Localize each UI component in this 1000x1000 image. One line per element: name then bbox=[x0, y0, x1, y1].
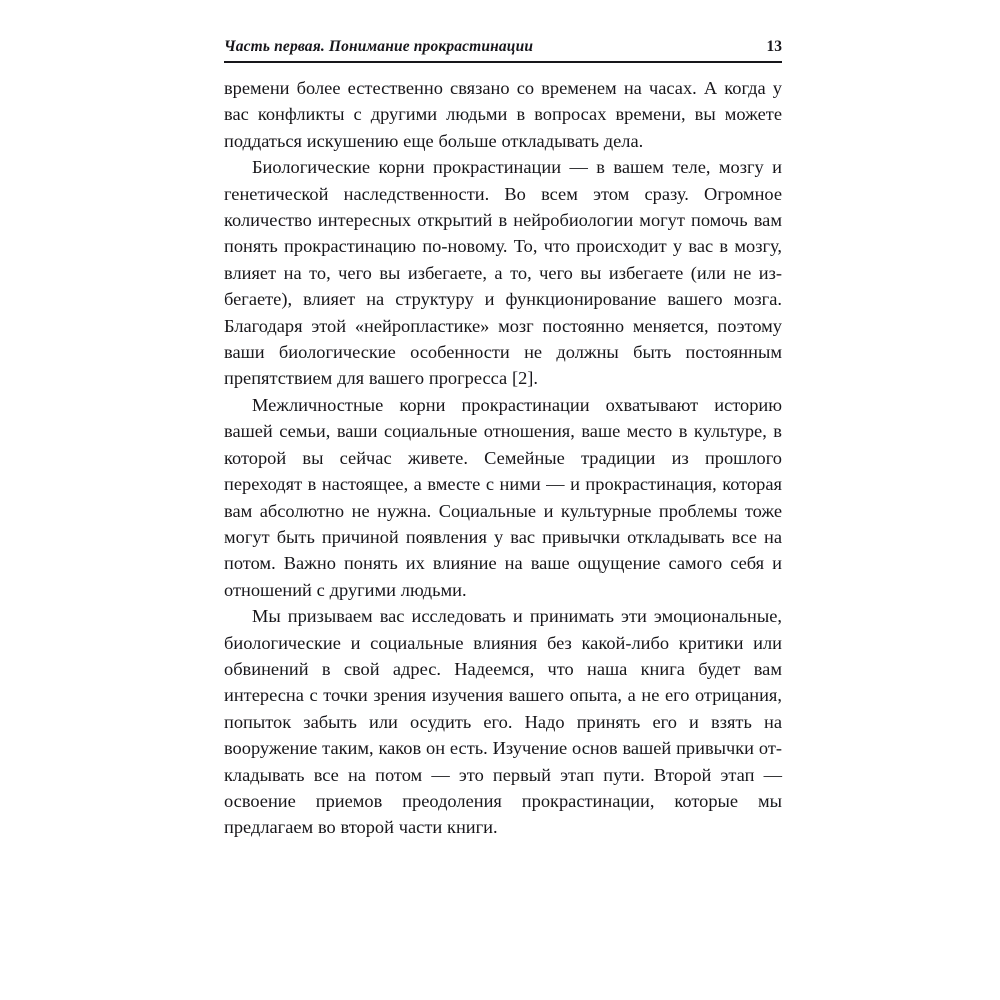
text-column bbox=[224, 38, 782, 841]
paragraph: Мы призываем вас исследовать и принимать эти эмоциональные, биологические и социальные влияния без какой-либо критики или обвинений в свой адрес. Надеемся, что наша книга будет вам интересна с точки зрения изучения вашего опыта, а не его отрицания, попыток забыть или осудить его. Надо принять его и взять на вооружение таким, каков он есть. Изучение основ вашей привычки откладывать все на потом — это первый этап пути. Второй этап — освоение приемов преодоления прокрастинации, которые мы предлагаем во второй части книги. bbox=[224, 606, 782, 838]
header-rule-divider bbox=[224, 61, 782, 63]
running-header bbox=[224, 38, 782, 60]
paragraph: Биологические корни прокрастинации — в вашем теле, мозгу и генетической наследственности. Во всем этом сразу. Огромное количество интересных открытий в нейробиологии могут помочь вам понять прокрастинацию по-новому. То, что происходит у вас в мозгу, влияет на то, чего вы избегаете, а то, чего вы избегаете (или не избегаете), влияет на структуру и функционирование вашего мозга. Благодаря этой «нейропластике» мозг постоянно меняется, поэтому ваши биологические особенности не должны быть постоянным препятствием для вашего прогресса [2]. bbox=[224, 157, 782, 389]
paragraph: времени более естественно связано со временем на часах. А когда у вас конфликты с другими людьми в вопросах времени, вы можете поддаться искушению еще больше откладывать дела. bbox=[224, 78, 782, 151]
running-header-title: Часть первая. Понимание прокрастинации bbox=[224, 38, 534, 55]
paragraph: Межличностные корни прокрастинации охватывают историю вашей семьи, ваши социальные отношения, ваше место в культуре, в которой вы сейчас живете. Семейные традиции из прошлого переходят в настоящее, а вместе с ними — и прокрастинация, которая вам абсолютно не нужна. Социальные и культурные проблемы тоже могут быть причиной появления у вас привычки откладывать все на потом. Важно понять их влияние на ваше ощущение самого себя и отношений с другими людьми. bbox=[224, 394, 782, 600]
page-number: 13 bbox=[766, 38, 782, 55]
body-text bbox=[224, 75, 782, 841]
